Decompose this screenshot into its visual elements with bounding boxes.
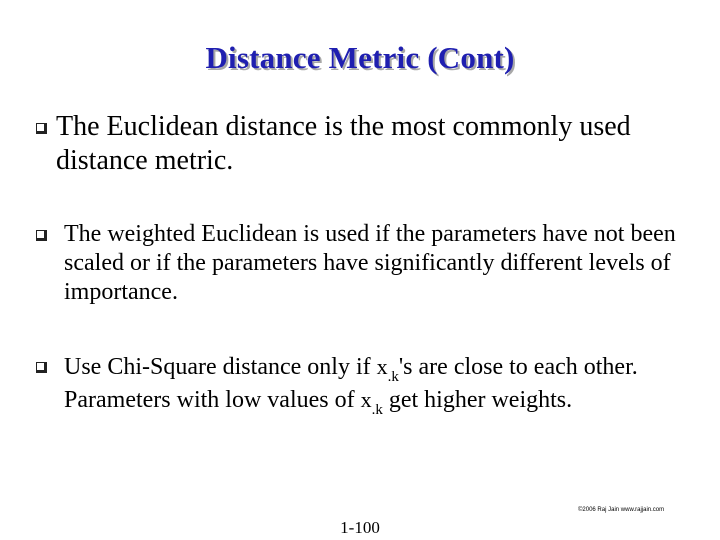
variable-x: x [360, 387, 372, 412]
bullet-euclidean [36, 110, 696, 178]
text-segment: Use Chi-Square distance only if [64, 354, 377, 380]
subscript-k: .k [387, 369, 399, 385]
text-segment: get higher weights. [382, 387, 573, 413]
subscript-k: .k [371, 402, 383, 418]
square-bullet-icon [36, 230, 47, 241]
square-bullet-icon [36, 123, 47, 134]
bullet-weighted-euclidean [36, 220, 696, 307]
square-bullet-icon [36, 362, 47, 373]
slide-title: Distance Metric (Cont) [205, 40, 515, 75]
variable-x: x [376, 354, 388, 379]
bullet-text: The Euclidean distance is the most commonly used distance metric. [56, 111, 631, 176]
bullet-text: The weighted Euclidean is used if the parameters have not been scaled or if the parameters have significantly different levels of importance. [64, 221, 676, 305]
text-segment: 's are close to each other. Parameters with low values of [64, 354, 638, 413]
copyright-notice: ©2006 Raj Jain www.rajjain.com [578, 507, 665, 513]
bullet-chi-square [36, 352, 696, 418]
bullet-text [64, 352, 696, 418]
page-number: 1-100 [340, 518, 380, 537]
